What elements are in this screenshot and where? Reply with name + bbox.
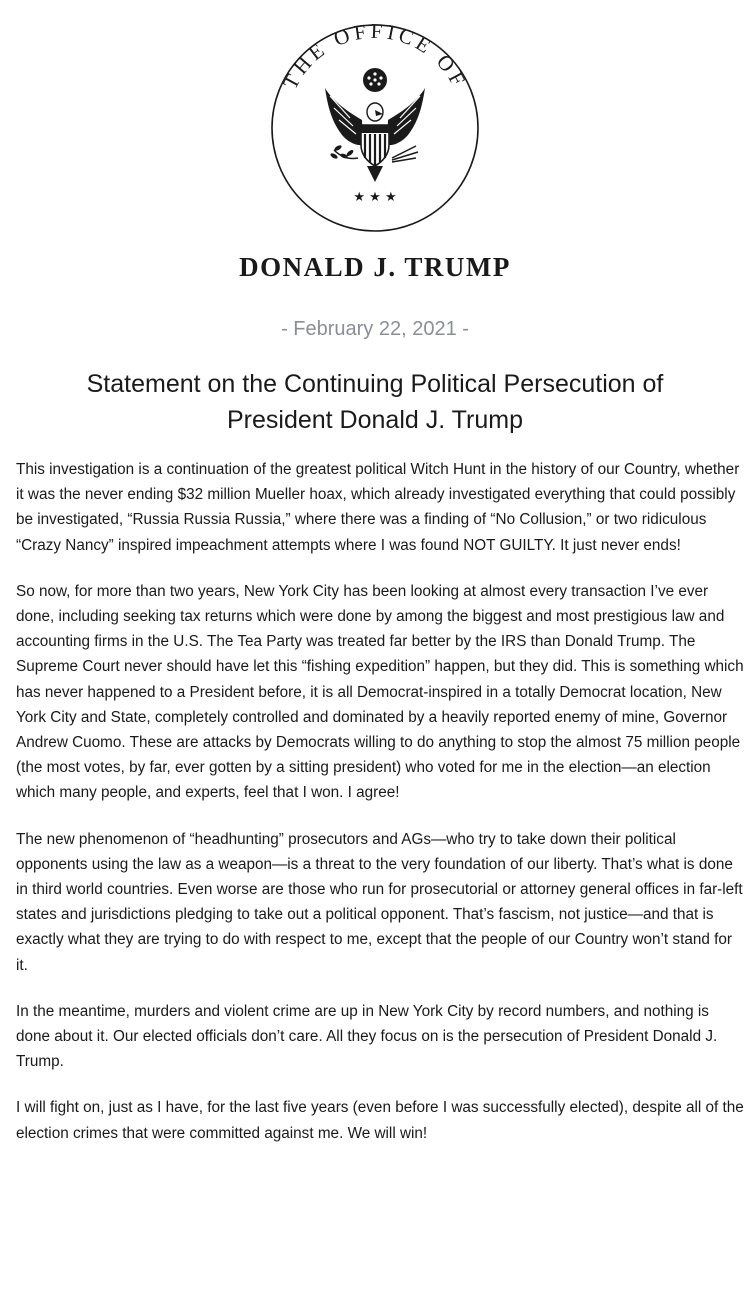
eagle-seal-icon: [250, 0, 500, 250]
statement-title-line-1: Statement on the Continuing Political Persecution of: [86, 370, 664, 398]
statement-date: - February 22, 2021 -: [281, 318, 469, 340]
office-seal: [0, 0, 750, 250]
statement-paragraph: So now, for more than two years, New York City has been looking at almost every transaction I’ve ever done, including seeking tax returns which were done by among the biggest and most prestigious law and accounting firms in the U.S. The Tea Party was treated far better by the IRS than Donald Trump. The Supreme Court never should have let this “fishing expedition” happen, but they did. This is something which has never happened to a President before, it is all Democrat-inspired in a totally Democrat location, New York City and State, completely controlled and dominated by a heavily reported enemy of mine, Governor Andrew Cuomo. These are attacks by Democrats willing to do anything to stop the almost 75 million people (the most votes, by far, ever gotten by a sitting president) who voted for me in the election—an election which many people, and experts, feel that I won. I agree!: [16, 582, 744, 802]
statement-paragraph: In the meantime, murders and violent crime are up in New York City by record numbers, and nothing is done about it. Our elected officials don’t care. All they focus on is the persecution of President Donald J. Trump.: [16, 1002, 718, 1071]
statement-paragraph: This investigation is a continuation of the greatest political Witch Hunt in the history of our Country, whether it was the never ending $32 million Mueller hoax, which already investigated everything that could possibly be investigated, “Russia Russia Russia,” where there was a finding of “No Collusion,” or two ridiculous “Crazy Nancy” inspired impeachment attempts where I was found NOT GUILTY. It just never ends!: [16, 461, 740, 554]
office-holder-name: DONALD J. TRUMP: [239, 252, 511, 282]
statement-body: [16, 457, 746, 1167]
statement-paragraph: The new phenomenon of “headhunting” prosecutors and AGs—who try to take down their political opponents using the law as a weapon—is a threat to the very foundation of our liberty. That’s what is done in third world countries. Even worse are those who run for prosecutorial or attorney general offices in far-left states and jurisdictions pledging to take out a political opponent. That’s fascism, not justice—and that is exactly what they are trying to do with respect to me, except that the people of our Country won’t stand for it.: [16, 830, 743, 974]
statement-title: [0, 366, 750, 438]
seal-arc-text: THE OFFICE OF: [277, 18, 473, 94]
statement-paragraph: I will fight on, just as I have, for the last five years (even before I was successfully elected), despite all of the election crimes that were committed against me. We will win!: [16, 1099, 744, 1142]
svg-text:★ ★ ★: ★ ★ ★: [353, 190, 397, 205]
statement-title-line-2: President Donald J. Trump: [227, 406, 523, 434]
